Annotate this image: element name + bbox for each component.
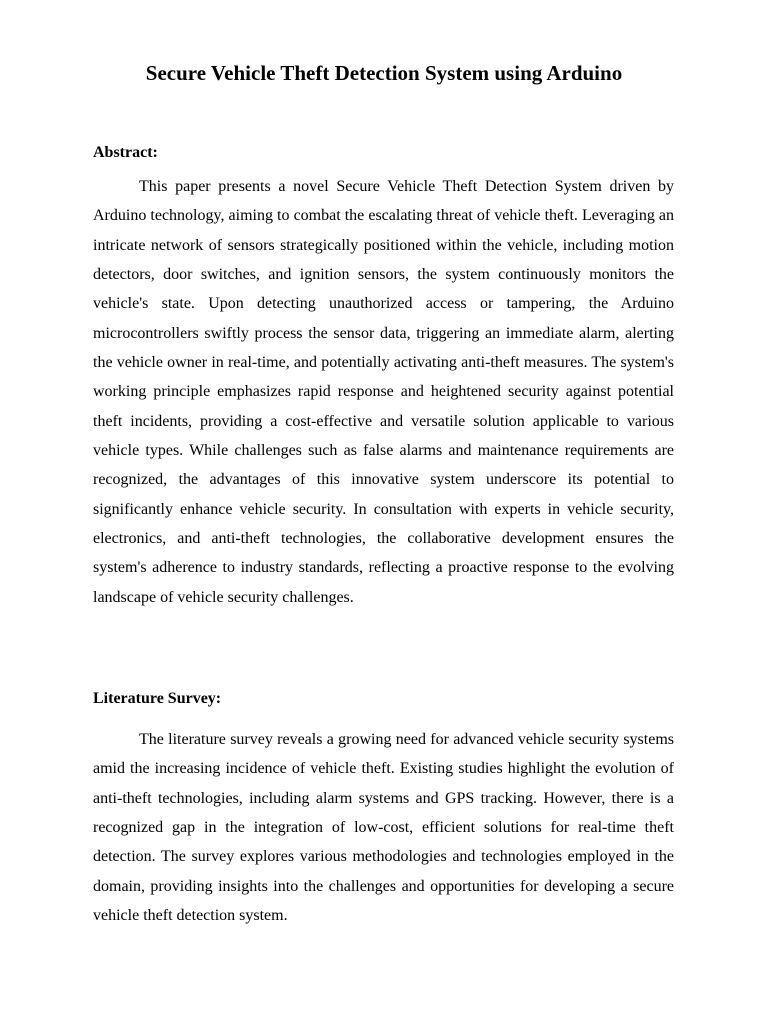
abstract-heading: Abstract:: [93, 144, 158, 161]
abstract-paragraph: This paper presents a novel Secure Vehicle Theft Detection System driven by Arduino technology, aiming to combat the escalating threat of vehicle theft. Leveraging an intricate network of sensors strategically positioned within the vehicle, including motion detectors, door switches, and ignition sensors, the system continuously monitors the vehicle's state. Upon detecting unauthorized access or tampering, the Arduino microcontrollers swiftly process the sensor data, triggering an immediate alarm, alerting the vehicle owner in real-time, and potentially activating anti-theft measures. The system's working principle emphasizes rapid response and heightened security against potential theft incidents, providing a cost-effective and versatile solution applicable to various vehicle types. While challenges such as false alarms and maintenance requirements are recognized, the advantages of this innovative system underscore its potential to significantly enhance vehicle security. In consultation with experts in vehicle security, electronics, and anti-theft technologies, the collaborative development ensures the system's adherence to industry standards, reflecting a proactive response to the evolving landscape of vehicle security challenges.: [93, 178, 674, 606]
literature-survey-heading: Literature Survey:: [93, 690, 222, 707]
paper-title: Secure Vehicle Theft Detection System using Arduino: [145, 61, 623, 85]
literature-survey-paragraph: The literature survey reveals a growing need for advanced vehicle security systems amid the increasing incidence of vehicle theft. Existing studies highlight the evolution of anti-theft technologies, including alarm systems and GPS tracking. However, there is a recognized gap in the integration of low-cost, efficient solutions for real-time theft detection. The survey explores various methodologies and technologies employed in the domain, providing insights into the challenges and opportunities for developing a secure vehicle theft detection system.: [93, 731, 674, 925]
